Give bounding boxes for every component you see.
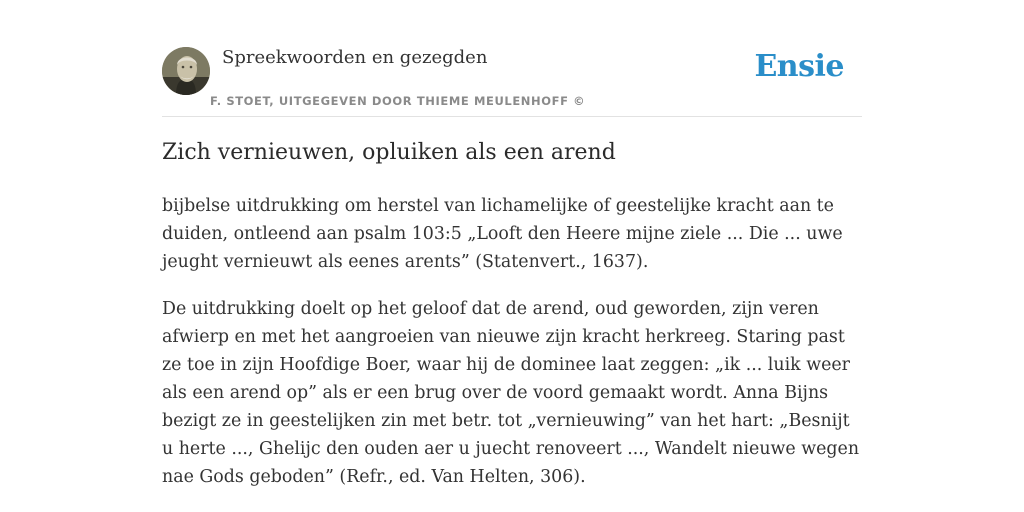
entry-title: Zich vernieuwen, opluiken als een arend [162, 140, 616, 165]
entry-paragraph: De uitdrukking doelt op het geloof dat de arend, oud geworden, zijn veren afwierp en met het aangroeien van nieuwe zijn kracht herkreeg. Staring past ze toe in zijn Hoofdige Boer, waar hij de dominee laat zeggen: „ik ... luik weer als een arend op” als er een brug over de voord gemaakt wordt. Anna Bijns bezigt ze in geestelijken zin met betr. tot „vernieuwing” van het hart: „Besnijt u herte ..., Ghelijc den ouden aer u juecht renoveert ..., Wandelt nieuwe wegen nae Gods geboden” (Refr., ed. Van Helten, 306). [162, 299, 860, 487]
source-attribution: F. STOET, UITGEGEVEN DOOR THIEME MEULENHOFF © [210, 94, 586, 108]
portrait-image [162, 47, 210, 95]
source-title[interactable]: Spreekwoorden en gezegden [222, 47, 488, 68]
entry-paragraph: bijbelse uitdrukking om herstel van lichamelijke of geestelijke kracht aan te duiden, ontleend aan psalm 103:5 „Looft den Heere mijne ziele ... Die ... uwe jeught vernieuwt als eenes arents” (Statenvert., 1637). [162, 196, 843, 272]
source-header [162, 46, 862, 117]
ensie-logo-link[interactable]: Ensie [754, 49, 844, 84]
author-portrait-icon[interactable] [162, 47, 210, 95]
